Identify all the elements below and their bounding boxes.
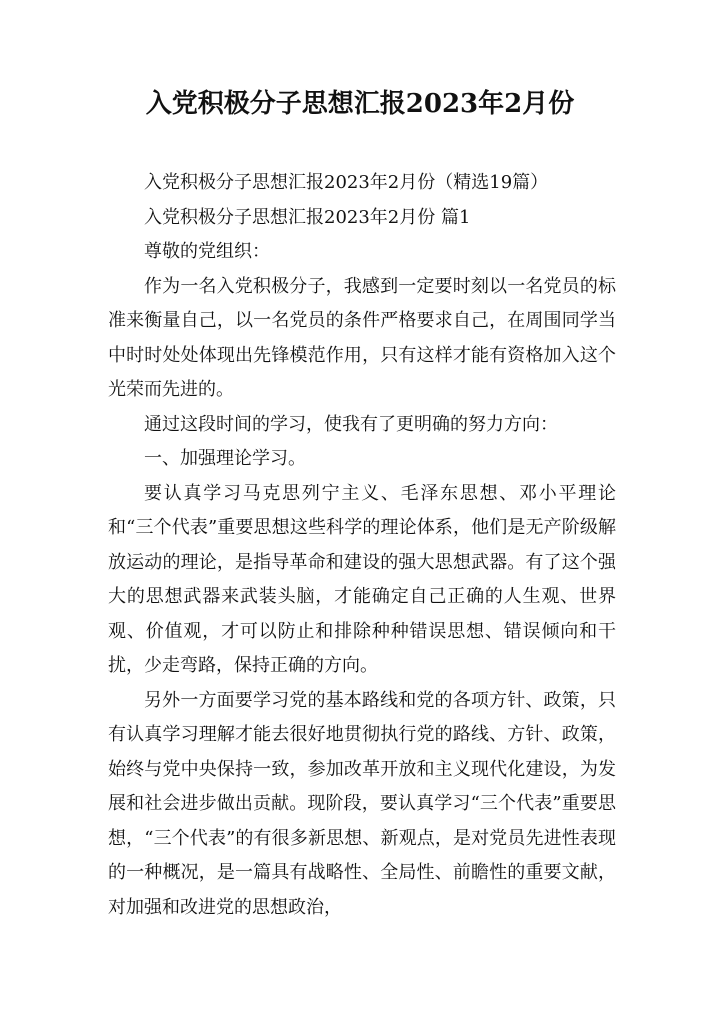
paragraph-direction: 通过这段时间的学习，使我有了更明确的努力方向：	[144, 413, 558, 435]
paragraph-intro: 作为一名入党积极分子，我感到一定要时刻以一名党员的标准来衡量自己，以一名党员的条件严格要求自己，在周围同学当中时时处处体现出先锋模范作用，只有这样才能有资格加入这个光荣而先进的。	[108, 275, 616, 400]
paragraph-theory: 要认真学习马克思列宁主义、毛泽东思想、邓小平理论和“三个代表”重要思想这些科学的理论体系，他们是无产阶级解放运动的理论，是指导革命和建设的强大思想武器。有了这个强大的思想武器来武装头脑，才能确定自己正确的人生观、世界观、价值观，才可以防止和排除种种错误思想、错误倾向和干扰，少走弯路，保持正确的方向。	[108, 482, 616, 676]
paragraph-salutation: 尊敬的党组织：	[144, 241, 270, 262]
paragraph-subtitle: 入党积极分子思想汇报2023年2月份（精选19篇）	[144, 172, 549, 193]
paragraph-section-heading: 入党积极分子思想汇报2023年2月份 篇1	[144, 206, 471, 228]
paragraph-point-one: 一、加强理论学习。	[144, 448, 306, 469]
document-title: 入党积极分子思想汇报2023年2月份	[145, 89, 575, 119]
document-body	[108, 166, 616, 925]
paragraph-policy: 另外一方面要学习党的基本路线和党的各项方针、政策，只有认真学习理解才能去很好地贯彻执行党的路线、方针、政策，始终与党中央保持一致，参加改革开放和主义现代化建设，为发展和社会进步做出贡献。现阶段，要认真学习“三个代表”重要思想，“三个代表”的有很多新思想、新观点，是对党员先进性表现的一种概况，是一篇具有战略性、全局性、前瞻性的重要文献，对加强和改进党的思想政治，	[108, 689, 616, 918]
